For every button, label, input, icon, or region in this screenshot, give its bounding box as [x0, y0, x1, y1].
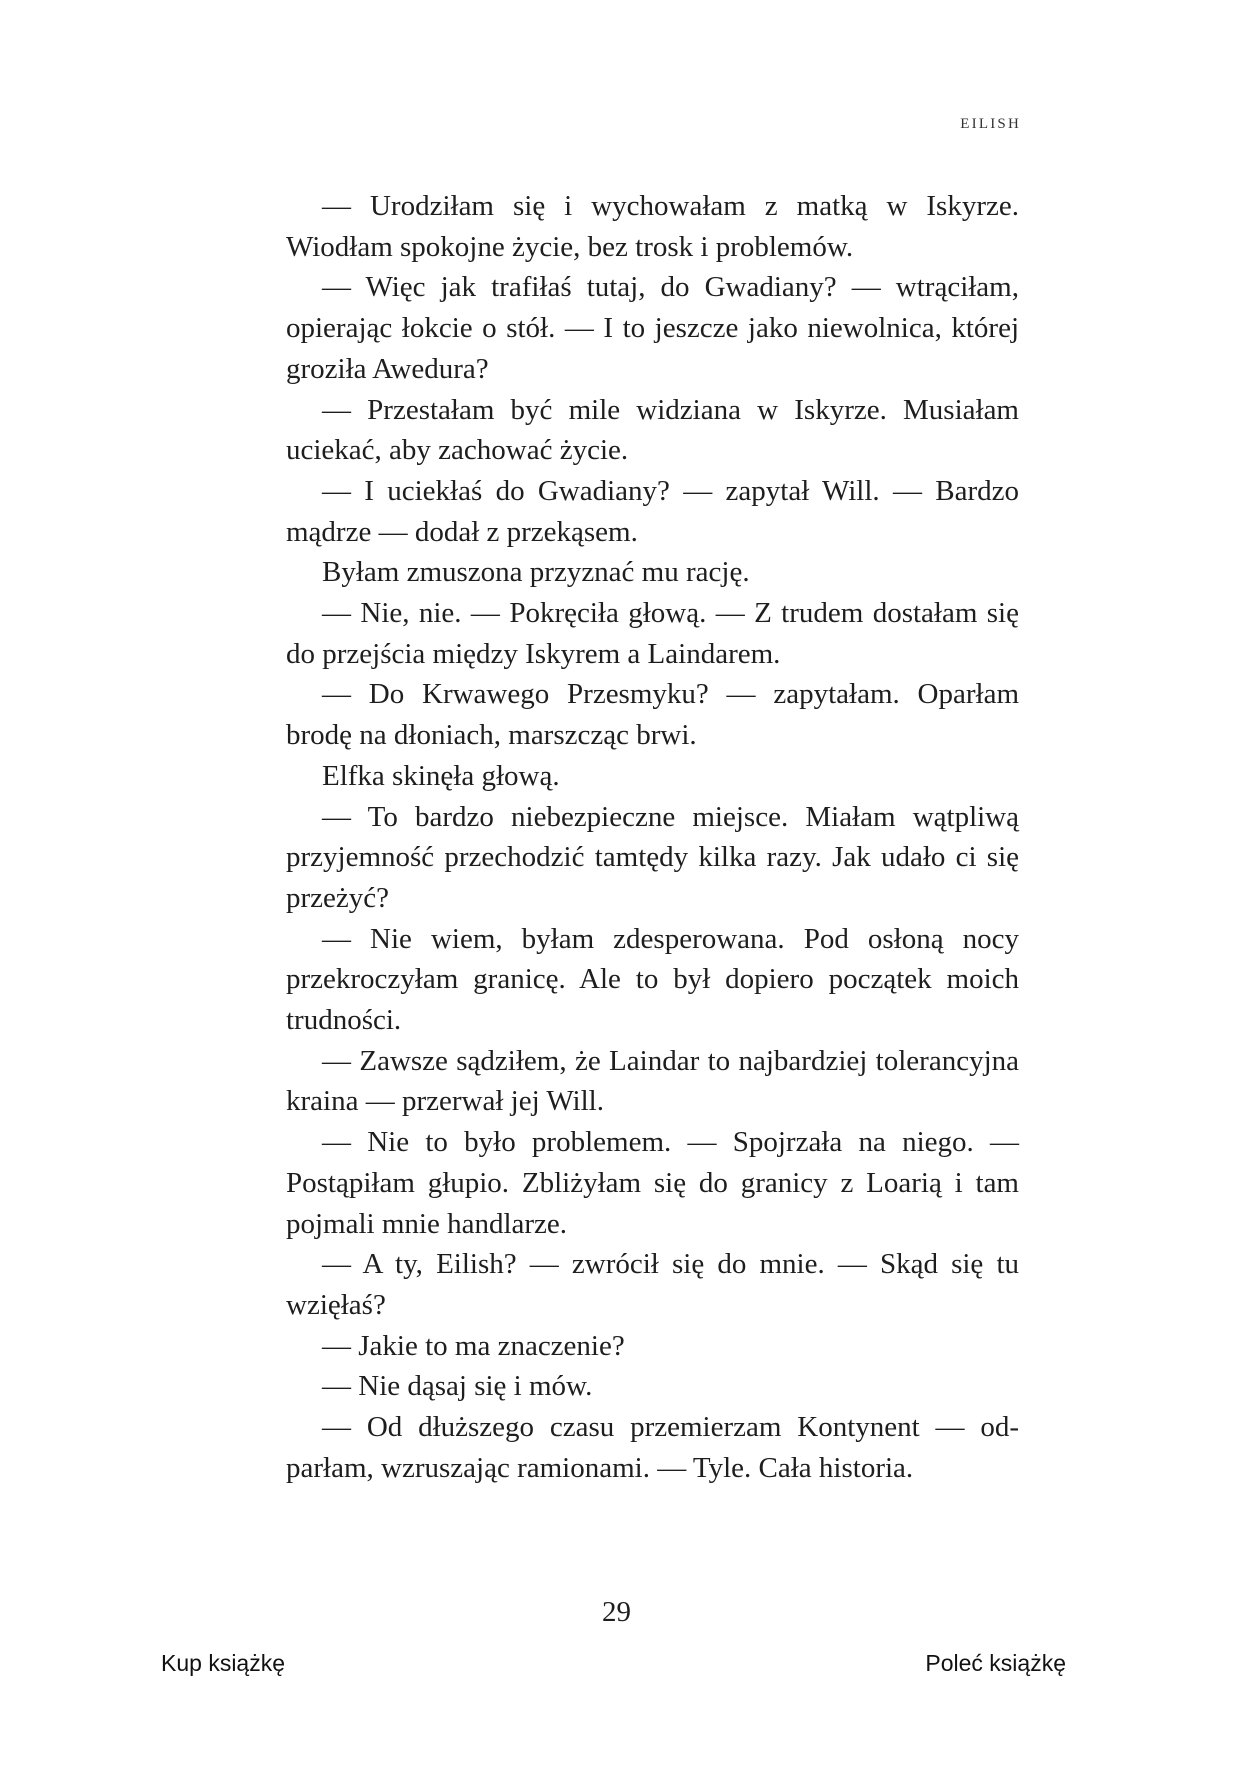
paragraph: — Od dłuższego czasu przemierzam Kontynent — odparłam, wzruszając ramionami. — Tyle. Cała historia.: [286, 1411, 1019, 1484]
running-head: EILISH: [960, 116, 1021, 132]
paragraph: Elfka skinęła głową.: [322, 759, 560, 792]
paragraph: — To bardzo niebezpieczne miejsce. Miałam wątpliwą przyjemność przechodzić tamtędy kilka razy. Jak udało ci się przeżyć?: [286, 800, 1019, 914]
paragraph: — Nie, nie. — Pokręciła głową. — Z trudem dostałam się do przejścia między Iskyrem a Laindarem.: [286, 597, 1019, 670]
body-text: [286, 186, 1019, 1489]
paragraph: — Nie wiem, byłam zdesperowana. Pod osłoną nocy przekroczyłam granicę. Ale to był dopiero początek moich trudności.: [286, 922, 1019, 1037]
paragraph: — Zawsze sądziłem, że Laindar to najbardziej tolerancyjna kraina — przerwał jej Will.: [286, 1044, 1019, 1118]
paragraph: — Nie to było problemem. — Spojrzała na niego. — Postąpiłam głupio. Zbliżyłam się do granicy z Loarią i tam pojmali mnie handlarze.: [286, 1126, 1019, 1240]
paragraph: — Jakie to ma znaczenie?: [322, 1329, 625, 1362]
paragraph: — Nie dąsaj się i mów.: [322, 1370, 593, 1403]
recommend-book-link[interactable]: Poleć książkę: [925, 1650, 1066, 1676]
page-number: 29: [602, 1596, 631, 1628]
paragraph: — Więc jak trafiłaś tutaj, do Gwadiany? — wtrąciłam, opierając łokcie o stół. — I to jeszcze jako niewolnica, której groziła Awedura?: [286, 271, 1019, 385]
buy-book-link[interactable]: Kup książkę: [161, 1650, 286, 1676]
paragraph: Byłam zmuszona przyznać mu rację.: [322, 556, 750, 589]
paragraph: — A ty, Eilish? — zwrócił się do mnie. — Skąd się tu wzięłaś?: [286, 1248, 1019, 1321]
paragraph: — Urodziłam się i wychowałam z matką w Iskyrze. Wiodłam spokojne życie, bez trosk i problemów.: [286, 190, 1019, 263]
paragraph: — Do Krwawego Przesmyku? — zapytałam. Oparłam brodę na dłoniach, marszcząc brwi.: [286, 678, 1019, 752]
paragraph: — I uciekłaś do Gwadiany? — zapytał Will. — Bardzo mądrze — dodał z przekąsem.: [286, 474, 1019, 548]
paragraph: — Przestałam być mile widziana w Iskyrze. Musiałam uciekać, aby zachować życie.: [286, 393, 1019, 467]
